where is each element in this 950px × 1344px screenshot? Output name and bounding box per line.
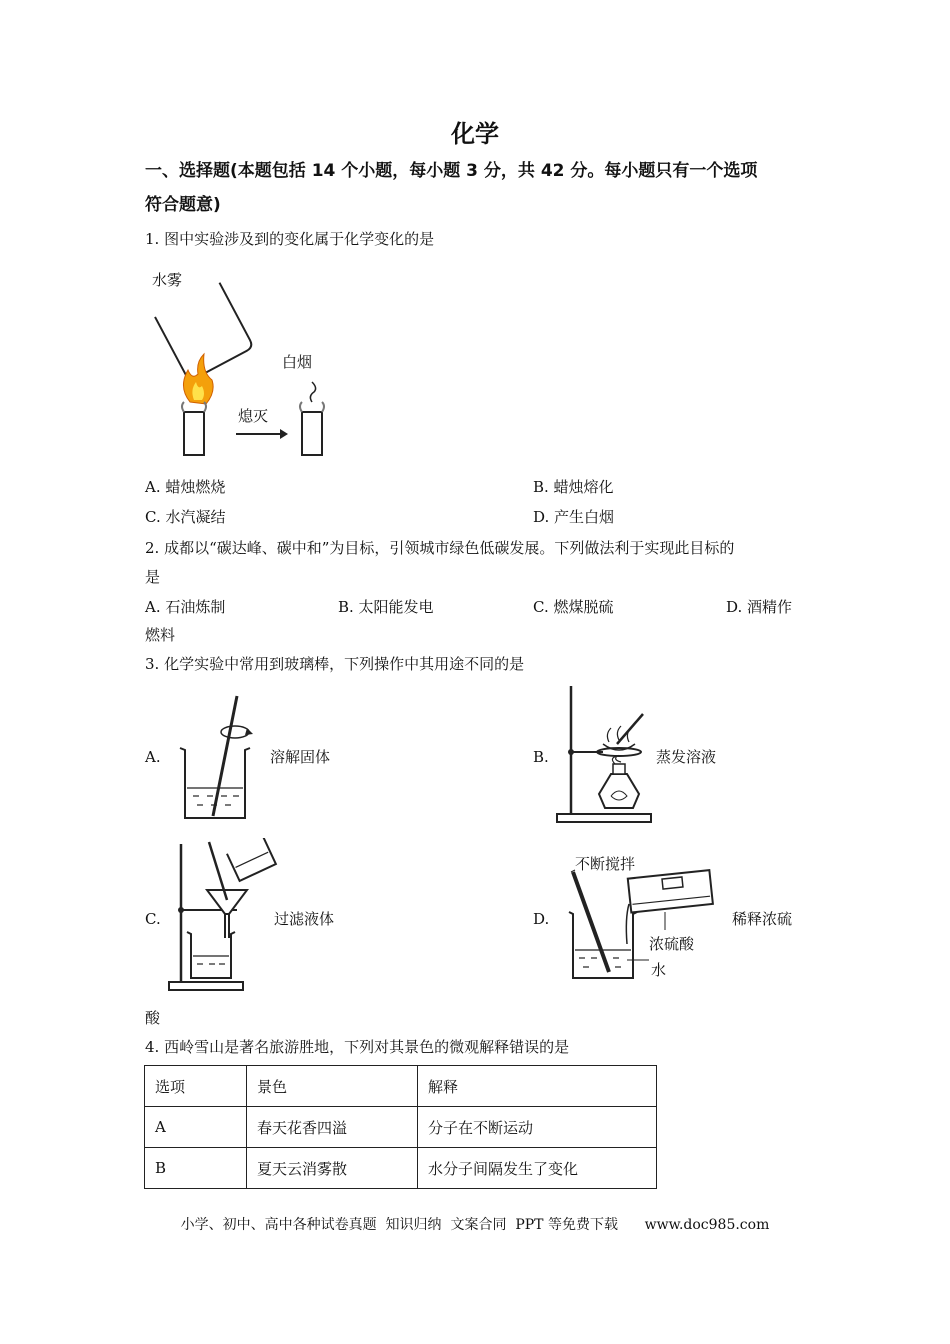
q3-d-label-acid: 浓硫酸 [649, 935, 695, 953]
q3-stem: 3. 化学实验中常用到玻璃棒，下列操作中其用途不同的是 [145, 655, 525, 673]
q3-d-dilute-figure [565, 848, 715, 983]
q1-stem: 1. 图中实验涉及到的变化属于化学变化的是 [145, 230, 435, 248]
section-heading-line2: 符合题意) [145, 195, 221, 215]
table-header-cell: 选项 [145, 1066, 247, 1107]
q2-stem-line2: 是 [145, 568, 161, 586]
q3-d-label-water: 水 [651, 961, 667, 979]
q2-option-c: C. 燃煤脱硫 [533, 598, 614, 616]
q1-option-a: A. 蜡烛燃烧 [145, 478, 226, 496]
q2-option-d: D. 酒精作 [726, 598, 793, 616]
table-cell: 夏天云消雾散 [247, 1148, 418, 1189]
section-heading [145, 154, 815, 222]
table-cell: B [145, 1148, 247, 1189]
page-title: 化学 [451, 120, 499, 148]
section-heading-line1: 一、选择题(本题包括 14 个小题，每小题 3 分，共 42 分。每小题只有一个选项 [145, 161, 758, 181]
q4-stem: 4. 西岭雪山是著名旅游胜地，下列对其景色的微观解释错误的是 [145, 1038, 570, 1056]
q3-option-d-wrap: 酸 [145, 1009, 161, 1027]
q3-option-c-letter: C. [145, 910, 161, 928]
table-cell: 春天花香四溢 [247, 1107, 418, 1148]
table-cell: A [145, 1107, 247, 1148]
q3-option-a-label: 溶解固体 [270, 748, 331, 766]
q3-option-b-label: 蒸发溶液 [656, 748, 717, 766]
q1-label-mist: 水雾 [152, 271, 183, 289]
q3-option-b-letter: B. [533, 748, 549, 766]
q3-option-d-letter: D. [533, 910, 550, 928]
q3-b-evaporate-figure [555, 684, 665, 824]
q2-option-b: B. 太阳能发电 [338, 598, 434, 616]
q3-a-dissolve-figure [175, 688, 255, 823]
table-header-row [145, 1066, 657, 1107]
q3-d-label-stir: 不断搅拌 [575, 855, 636, 873]
q4-table [144, 1065, 657, 1189]
q1-candle-figure [140, 262, 340, 462]
table-row [145, 1148, 657, 1189]
q3-option-d-label: 稀释浓硫 [732, 910, 793, 928]
page-footer: 小学、初中、高中各种试卷真题 知识归纳 文案合同 PPT 等免费下载 www.doc985.com [180, 1217, 770, 1233]
table-cell: 分子在不断运动 [418, 1107, 657, 1148]
q2-stem-line1: 2. 成都以“碳达峰、碳中和”为目标，引领城市绿色低碳发展。下列做法利于实现此目标的 [145, 539, 735, 557]
table-cell: 水分子间隔发生了变化 [418, 1148, 657, 1189]
q3-option-a-letter: A. [145, 748, 161, 766]
q3-c-filter-figure [165, 838, 280, 993]
table-row [145, 1107, 657, 1148]
q1-option-d: D. 产生白烟 [533, 508, 615, 526]
table-header-cell: 解释 [418, 1066, 657, 1107]
q2-option-a: A. 石油炼制 [145, 598, 226, 616]
q1-option-c: C. 水汽凝结 [145, 508, 226, 526]
q3-option-c-label: 过滤液体 [274, 910, 335, 928]
q1-option-b: B. 蜡烛熔化 [533, 478, 614, 496]
q1-label-smoke: 白烟 [282, 353, 313, 371]
table-header-cell: 景色 [247, 1066, 418, 1107]
q1-label-extinguish: 熄灭 [238, 407, 269, 425]
q2-option-d-wrap: 燃料 [145, 626, 176, 644]
